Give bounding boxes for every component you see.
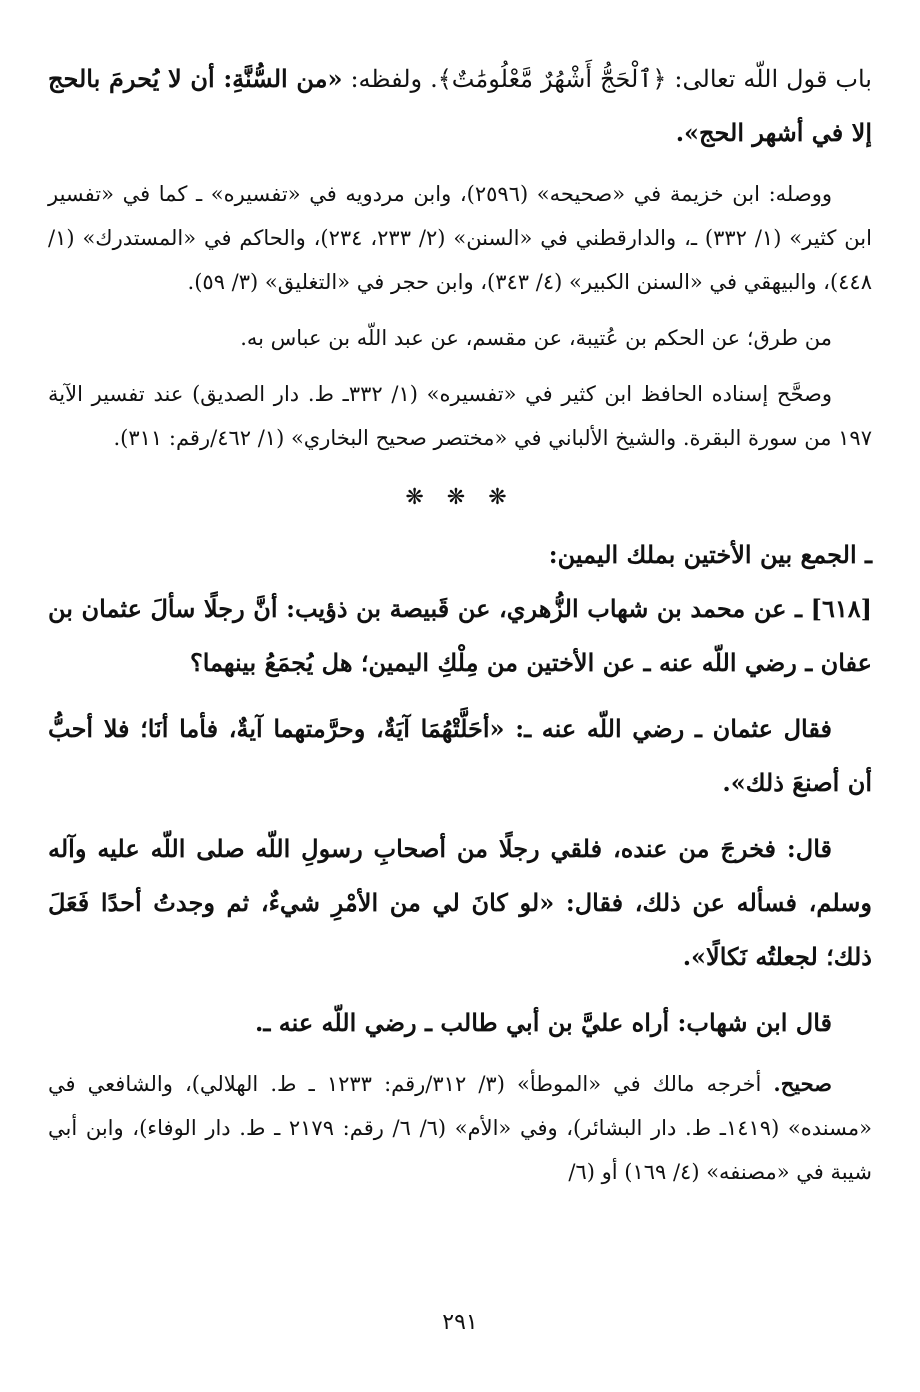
spacer <box>48 304 872 316</box>
paragraph-uthman-reply: فقال عثمان ـ رضي اللّه عنه ـ: «أحَلَّتْهُمَا آيَةٌ، وحرَّمتهما آيةٌ، فأما أنَا؛ فلا أحبُّ أن أصنعَ ذلك». <box>48 714 872 797</box>
paragraph-takhrij-1: ووصله: ابن خزيمة في «صحيحه» (٢٥٩٦)، وابن مردويه في «تفسيره» ـ كما في «تفسير ابن كثير» (١/ ٣٣٢) ـ، والدارقطني في «السنن» (٢/ ٢٣٣، ٢٣٤)، والحاكم في «المستدرك» (١/ ٤٤٨)، والبيهقي في «السنن الكبير» (٤/ ٣٤٣)، وابن حجر في «التغليق» (٣/ ٥٩). <box>48 182 872 294</box>
grading-label: صحيح. <box>773 1071 832 1096</box>
hadith-618: [٦١٨] ـ عن محمد بن شهاب الزُّهري، عن قَبيصة بن ذؤيب: أنَّ رجلًا سألَ عثمان بن عفان ـ رضي اللّه عنه ـ عن الأختين من مِلْكِ اليمين؛ هل يُجمَعُ بينهما؟ <box>48 594 872 677</box>
spacer <box>48 160 872 172</box>
takhrij-2-text: أخرجه مالك في «الموطأ» (٣/ ٣١٢/رقم: ١٢٣٣ ـ ط. الهلالي)، والشافعي في «مسنده» (١٤١٩ـ ط. دار البشائر)، وفي «الأم» (٦/ ٦/ رقم: ٢١٧٩ ـ ط. دار الوفاء)، وابن أبي شيبة في «مصنفه» (٤/ ١٦٩) أو (٦/ <box>48 1072 872 1184</box>
chapter-title-text: باب قول اللّه تعالى: ﴿ٱلْحَجُّ أَشْهُرٌ مَّعْلُومَٰتٌ﴾. ولفظه: <box>342 65 872 93</box>
paragraph-chain: من طرق؛ عن الحكم بن عُتيبة، عن مقسم، عن عبد اللّه بن عباس به. <box>240 326 832 350</box>
spacer <box>48 690 872 702</box>
chapter-title-bold: «من السُّنَّةِ: أن لا يُحرمَ بالحج إلا في أشهر الحج». <box>48 64 872 147</box>
spacer <box>48 810 872 822</box>
section-separator: ❋ ❋ ❋ <box>405 485 515 510</box>
paragraph-takhrij-2 <box>48 1062 872 1194</box>
spacer <box>48 360 872 372</box>
paragraph-authentication: وصحَّح إسناده الحافظ ابن كثير في «تفسيره» (١/ ٣٣٢ـ ط. دار الصديق) عند تفسير الآية ١٩٧ من سورة البقرة. والشيخ الألباني في «مختصر صحيح البخاري» (١/ ٤٦٢/رقم: ٣١١). <box>48 382 872 450</box>
paragraph-companion-reply: قال: فخرجَ من عنده، فلقي رجلًا من أصحابِ رسولِ اللّه صلى اللّه عليه وآله وسلم، فسأله عن ذلك، فقال: «لو كانَ لي من الأمْرِ شيءٌ، ثم وجدتُ أحدًا فَعَلَ ذلك؛ لجعلتُه نَكالًا». <box>48 834 872 971</box>
spacer <box>48 984 872 996</box>
paragraph-chapter-title <box>48 52 872 160</box>
spacer <box>48 1050 872 1062</box>
section-heading: ـ الجمع بين الأختين بملك اليمين: <box>548 540 872 569</box>
page-number: ٢٩١ <box>442 1310 478 1335</box>
paragraph-ibn-shihab: قال ابن شهاب: أراه عليَّ بن أبي طالب ـ رضي اللّه عنه ـ. <box>254 1008 832 1037</box>
